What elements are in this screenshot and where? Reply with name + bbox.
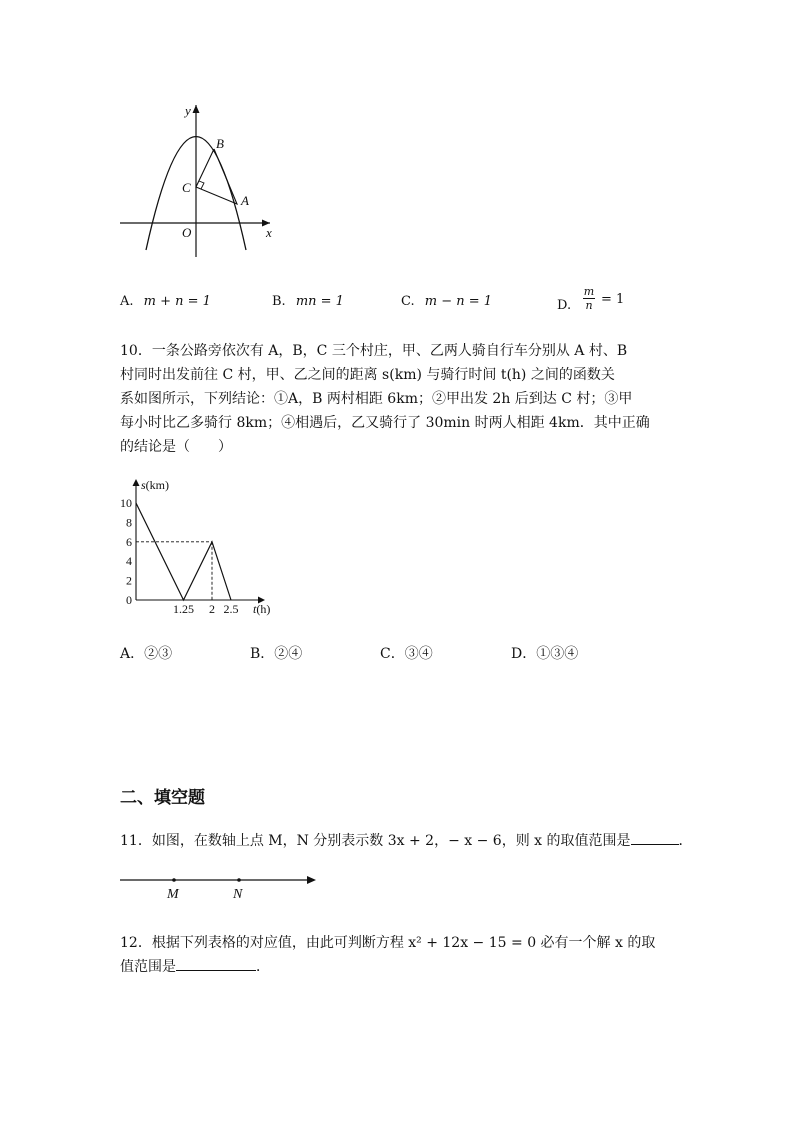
- distance-time-chart: [110, 475, 280, 620]
- right-angle-mark: [199, 181, 204, 189]
- point-n-dot: [237, 878, 241, 882]
- point-n-label: N: [233, 887, 243, 902]
- option-letter: D.: [557, 298, 572, 313]
- point-c-label: C: [182, 180, 191, 195]
- chart-x-label: t(h): [253, 602, 271, 616]
- parabola-figure: [110, 95, 290, 260]
- number-line: [118, 870, 322, 902]
- answer-blank[interactable]: [176, 956, 256, 971]
- option-text: mn = 1: [295, 294, 344, 309]
- point-m-label: M: [167, 887, 179, 902]
- option-letter: B.: [272, 294, 286, 309]
- q9-option-b[interactable]: [272, 294, 344, 309]
- y-tick-label: 10: [120, 496, 132, 510]
- option-letter: C.: [401, 294, 415, 309]
- y-axis-label: y: [185, 103, 191, 118]
- y-tick-label: 2: [126, 573, 132, 588]
- q9-option-c[interactable]: [401, 294, 492, 309]
- triangle-abc: [196, 149, 237, 204]
- point-a-label: A: [241, 193, 249, 208]
- q10-option-c[interactable]: C．③④: [380, 646, 433, 662]
- y-tick-label: 0: [126, 593, 132, 607]
- chart-y-arrow: [133, 479, 140, 486]
- origin-label: O: [182, 225, 192, 240]
- answer-blank[interactable]: [631, 830, 679, 845]
- option-text: m − n = 1: [424, 294, 493, 309]
- q10-line-3: 系如图所示，下列结论：①A，B 两村相距 6km；②甲出发 2h 后到达 C 村；③甲: [120, 391, 633, 407]
- q12-question: 值范围是: [120, 959, 176, 975]
- option-text: = 1: [601, 292, 625, 307]
- option-text: m + n = 1: [143, 294, 211, 309]
- y-tick-label: 8: [126, 515, 132, 530]
- q10-line-5: 的结论是（ ）: [120, 439, 232, 455]
- option-letter: A.: [120, 294, 134, 309]
- q12-end: ．: [256, 959, 270, 975]
- series-line: [136, 503, 231, 600]
- q11-end: ．: [678, 833, 693, 849]
- x-tick-label: 1.25: [173, 602, 194, 616]
- y-tick-label: 6: [126, 534, 132, 549]
- x-tick-label: 2.5: [223, 602, 239, 616]
- section-title: 二、填空题: [120, 788, 205, 808]
- q10-option-b[interactable]: B．②④: [250, 646, 303, 662]
- q10-line-4: 每小时比乙多骑行 8km；④相遇后，乙又骑行了 30min 时两人相距 4km．其中正确: [120, 415, 650, 431]
- chart-y-label: s(km): [141, 478, 169, 492]
- y-axis-arrow: [193, 105, 200, 113]
- q10-line-1: 10．一条公路旁依次有 A，B，C 三个村庄，甲、乙两人骑自行车分别从 A 村、B: [120, 343, 628, 359]
- q11-text: [120, 829, 693, 853]
- point-m-dot: [172, 878, 176, 882]
- fraction-denominator: n: [585, 299, 593, 312]
- q10-option-d[interactable]: D．①③④: [511, 646, 579, 662]
- x-axis-label: x: [266, 225, 272, 240]
- q12-line-1: 12．根据下列表格的对应值，由此可判断方程 x² + 12x − 15 = 0 必有一个解 x 的取: [120, 935, 656, 951]
- q12-line-2: [120, 955, 270, 979]
- fraction-numerator: m: [583, 285, 595, 298]
- number-line-arrow: [307, 876, 316, 884]
- x-tick-label: 2: [209, 602, 215, 616]
- point-b-label: B: [216, 136, 224, 151]
- y-tick-label: 4: [126, 554, 132, 569]
- q10-option-a[interactable]: A．②③: [120, 646, 173, 662]
- q9-option-a[interactable]: [120, 294, 211, 309]
- q11-question: 11．如图，在数轴上点 M，N 分别表示数 3x + 2，− x − 6，则 x 的取值范围是: [120, 833, 631, 849]
- q10-line-2: 村同时出发前往 C 村，甲、乙之间的距离 s(km) 与骑行时间 t(h) 之间的函数关: [120, 367, 615, 383]
